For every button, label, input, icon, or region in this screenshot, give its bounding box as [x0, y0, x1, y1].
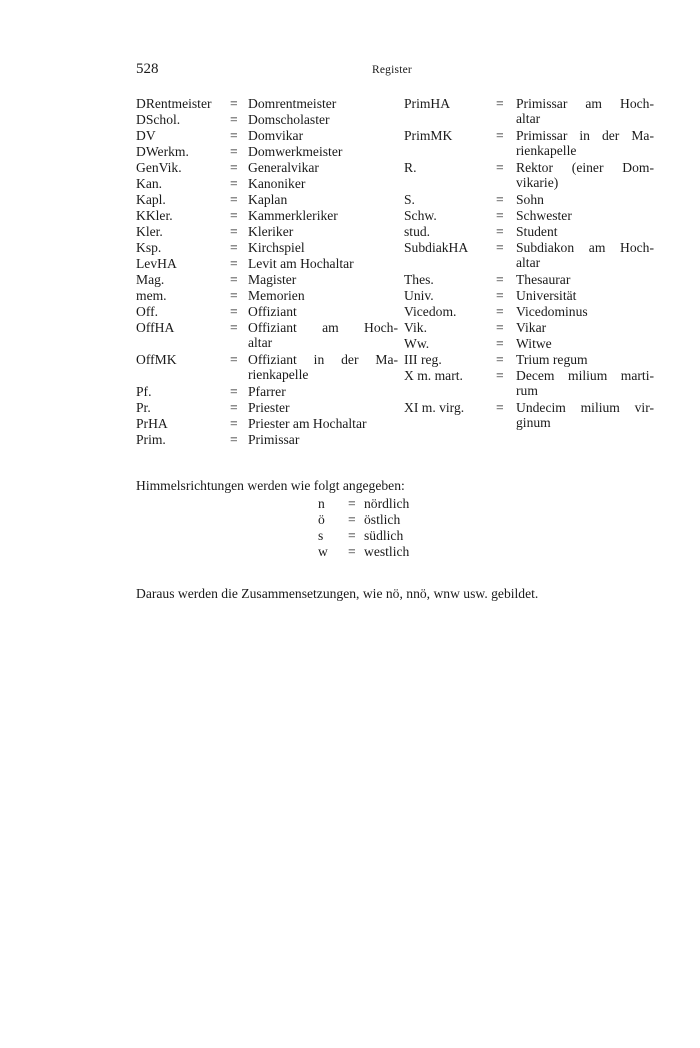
meaning-line: vikarie)	[516, 175, 559, 190]
equals-sign: =	[230, 304, 238, 319]
equals-sign: =	[230, 128, 238, 143]
equals-sign: =	[496, 192, 504, 207]
meaning-line: Witwe	[516, 336, 552, 351]
directions-list	[318, 496, 409, 560]
abbreviation-entry	[404, 240, 654, 270]
abbreviation-term: Ww.	[404, 336, 430, 351]
abbreviation-term: Univ.	[404, 288, 434, 303]
equals-sign: =	[230, 320, 238, 335]
meaning-line: Priester am Hochaltar	[248, 416, 367, 431]
abbreviation-list-right	[404, 96, 654, 456]
abbreviation-meaning	[516, 128, 654, 158]
abbreviation-entry	[404, 288, 654, 303]
abbreviation-entry	[404, 352, 654, 367]
abbreviation-term: DWerkm.	[136, 144, 189, 159]
abbreviation-term: X m. mart.	[404, 368, 463, 383]
meaning-line: altar	[516, 111, 541, 126]
abbreviation-term: Off.	[136, 304, 159, 319]
equals-sign: =	[230, 144, 238, 159]
abbreviation-meaning	[248, 128, 398, 143]
abbreviation-entry	[136, 128, 398, 143]
meaning-line: rienkapelle	[516, 143, 577, 158]
equals-sign: =	[230, 224, 238, 239]
abbreviation-entry	[404, 400, 654, 430]
abbreviation-entry	[404, 336, 654, 351]
direction-meaning: östlich	[364, 512, 401, 527]
abbreviation-entry	[136, 240, 398, 255]
abbreviation-term: mem.	[136, 288, 167, 303]
meaning-line: Magister	[248, 272, 297, 287]
meaning-line: Offiziant am Hoch-	[248, 320, 398, 335]
abbreviation-meaning	[248, 192, 398, 207]
meaning-line: Subdiakon am Hoch-	[516, 240, 654, 255]
meaning-line: Domwerkmeister	[248, 144, 343, 159]
abbreviation-entry	[404, 208, 654, 223]
abbreviation-term: PrimMK	[404, 128, 453, 143]
direction-entry	[318, 528, 409, 543]
abbreviation-meaning	[248, 256, 398, 271]
meaning-line: Kirchspiel	[248, 240, 305, 255]
equals-sign: =	[496, 336, 504, 351]
equals-sign: =	[496, 96, 504, 111]
abbreviation-meaning	[248, 352, 398, 382]
abbreviation-meaning	[248, 384, 398, 399]
equals-sign: =	[230, 272, 238, 287]
equals-sign: =	[230, 256, 238, 271]
abbreviation-meaning	[516, 240, 654, 270]
abbreviation-term: PrHA	[136, 416, 168, 431]
meaning-line: Kaplan	[248, 192, 288, 207]
abbreviation-term: stud.	[404, 224, 431, 239]
abbreviation-meaning	[516, 160, 654, 190]
abbreviation-entry	[136, 304, 398, 319]
meaning-line: Pfarrer	[248, 384, 286, 399]
equals-sign: =	[230, 112, 238, 127]
meaning-line: Domscholaster	[248, 112, 330, 127]
abbreviation-term: Pf.	[136, 384, 152, 399]
abbreviation-meaning	[248, 400, 398, 415]
abbreviation-term: Ksp.	[136, 240, 162, 255]
equals-sign: =	[230, 400, 238, 415]
abbreviation-entry	[404, 224, 654, 239]
equals-sign: =	[230, 96, 238, 111]
abbreviation-term: DV	[136, 128, 156, 143]
abbreviation-term: Kapl.	[136, 192, 166, 207]
equals-sign: =	[230, 176, 238, 191]
direction-entry	[318, 544, 409, 559]
abbreviation-entry	[136, 144, 398, 159]
meaning-line: Offiziant in der Ma-	[248, 352, 398, 367]
abbreviation-meaning	[248, 96, 398, 111]
abbreviation-term: Vicedom.	[404, 304, 457, 319]
abbreviation-entry	[136, 160, 398, 175]
directions-intro: Himmelsrichtungen werden wie folgt angegeben:	[136, 478, 405, 493]
abbreviation-entry	[136, 384, 398, 399]
abbreviation-meaning	[248, 176, 398, 191]
direction-abbreviation: n	[318, 496, 325, 511]
abbreviation-meaning	[516, 304, 654, 319]
closing-paragraph: Daraus werden die Zusammensetzungen, wie nö, nnö, wnw usw. gebildet.	[136, 586, 539, 601]
meaning-line: Trium regum	[516, 352, 588, 367]
direction-abbreviation: ö	[318, 512, 325, 527]
direction-abbreviation: s	[318, 528, 324, 543]
abbreviation-entry	[136, 256, 398, 271]
abbreviation-meaning	[248, 320, 398, 350]
abbreviation-entry	[404, 320, 654, 335]
abbreviation-term: Schw.	[404, 208, 437, 223]
direction-entry	[318, 496, 409, 511]
abbreviation-term: DRentmeister	[136, 96, 212, 111]
abbreviation-term: GenVik.	[136, 160, 182, 175]
abbreviation-term: R.	[404, 160, 417, 175]
equals-sign: =	[496, 224, 504, 239]
equals-sign: =	[230, 432, 238, 447]
abbreviation-meaning	[516, 320, 654, 335]
meaning-line: Student	[516, 224, 558, 239]
equals-sign: =	[230, 160, 238, 175]
meaning-line: Sohn	[516, 192, 544, 207]
abbreviation-meaning	[516, 208, 654, 223]
abbreviation-term: OffMK	[136, 352, 177, 367]
abbreviation-meaning	[516, 352, 654, 367]
abbreviation-entry	[404, 368, 654, 398]
abbreviation-meaning	[248, 432, 398, 447]
abbreviation-entry	[136, 208, 398, 223]
equals-sign: =	[230, 416, 238, 431]
meaning-line: rienkapelle	[248, 367, 309, 382]
abbreviation-term: Kler.	[136, 224, 163, 239]
abbreviation-meaning	[516, 400, 654, 430]
abbreviation-meaning	[516, 288, 654, 303]
abbreviation-term: Prim.	[136, 432, 166, 447]
abbreviation-term: Mag.	[136, 272, 165, 287]
abbreviation-term: LevHA	[136, 256, 177, 271]
abbreviation-entry	[136, 432, 398, 447]
equals-sign: =	[496, 240, 504, 255]
equals-sign: =	[230, 192, 238, 207]
equals-sign: =	[496, 288, 504, 303]
abbreviation-entry	[136, 192, 398, 207]
meaning-line: Primissar	[248, 432, 300, 447]
meaning-line: Vikar	[516, 320, 547, 335]
abbreviation-meaning	[248, 160, 398, 175]
meaning-line: Universität	[516, 288, 577, 303]
abbreviation-meaning	[248, 208, 398, 223]
meaning-line: Domvikar	[248, 128, 304, 143]
meaning-line: Vicedominus	[516, 304, 588, 319]
abbreviation-list-left	[136, 96, 398, 456]
meaning-line: Levit am Hochaltar	[248, 256, 354, 271]
abbreviation-entry	[136, 352, 398, 382]
abbreviation-meaning	[248, 144, 398, 159]
abbreviation-meaning	[516, 272, 654, 287]
running-head: Register	[372, 64, 412, 76]
equals-sign: =	[348, 512, 356, 527]
meaning-line: Rektor (einer Dom-	[516, 160, 654, 175]
abbreviation-entry	[136, 112, 398, 127]
meaning-line: Undecim milium vir-	[516, 400, 654, 415]
direction-entry	[318, 512, 409, 527]
abbreviation-entry	[404, 272, 654, 287]
direction-meaning: westlich	[364, 544, 410, 559]
direction-meaning: südlich	[364, 528, 404, 543]
abbreviation-meaning	[248, 288, 398, 303]
abbreviation-term: S.	[404, 192, 415, 207]
meaning-line: ginum	[516, 415, 551, 430]
abbreviation-entry	[136, 400, 398, 415]
abbreviation-meaning	[248, 416, 398, 431]
abbreviation-term: KKler.	[136, 208, 173, 223]
abbreviation-entry	[136, 96, 398, 111]
abbreviation-meaning	[516, 336, 654, 351]
direction-meaning: nördlich	[364, 496, 410, 511]
meaning-line: Domrentmeister	[248, 96, 337, 111]
abbreviation-entry	[404, 128, 654, 158]
equals-sign: =	[348, 544, 356, 559]
abbreviation-meaning	[248, 304, 398, 319]
equals-sign: =	[496, 128, 504, 143]
equals-sign: =	[496, 272, 504, 287]
meaning-line: Memorien	[248, 288, 305, 303]
equals-sign: =	[496, 160, 504, 175]
equals-sign: =	[348, 496, 356, 511]
meaning-line: Priester	[248, 400, 290, 415]
equals-sign: =	[496, 352, 504, 367]
abbreviation-meaning	[248, 240, 398, 255]
abbreviation-entry	[136, 224, 398, 239]
abbreviation-meaning	[248, 272, 398, 287]
abbreviation-meaning	[248, 112, 398, 127]
meaning-line: altar	[516, 255, 541, 270]
equals-sign: =	[230, 288, 238, 303]
meaning-line: Decem milium marti-	[516, 368, 654, 383]
abbreviation-term: XI m. virg.	[404, 400, 465, 415]
abbreviation-term: PrimHA	[404, 96, 451, 111]
equals-sign: =	[496, 208, 504, 223]
meaning-line: Primissar am Hoch-	[516, 96, 654, 111]
meaning-line: Kleriker	[248, 224, 294, 239]
direction-abbreviation: w	[318, 544, 328, 559]
abbreviation-term: Thes.	[404, 272, 434, 287]
equals-sign: =	[230, 208, 238, 223]
abbreviation-entry	[404, 160, 654, 190]
abbreviation-entry	[136, 288, 398, 303]
meaning-line: altar	[248, 335, 273, 350]
abbreviation-meaning	[516, 96, 654, 126]
abbreviation-term: Kan.	[136, 176, 163, 191]
abbreviation-entry	[136, 416, 398, 431]
meaning-line: Generalvikar	[248, 160, 319, 175]
meaning-line: rum	[516, 383, 538, 398]
equals-sign: =	[230, 352, 238, 367]
page-number: 528	[136, 61, 159, 77]
meaning-line: Kammerkleriker	[248, 208, 338, 223]
meaning-line: Offiziant	[248, 304, 297, 319]
abbreviation-meaning	[248, 224, 398, 239]
abbreviation-entry	[136, 272, 398, 287]
equals-sign: =	[496, 304, 504, 319]
abbreviation-meaning	[516, 368, 654, 398]
meaning-line: Thesaurar	[516, 272, 571, 287]
equals-sign: =	[348, 528, 356, 543]
meaning-line: Schwester	[516, 208, 572, 223]
meaning-line: Kanoniker	[248, 176, 306, 191]
equals-sign: =	[230, 240, 238, 255]
abbreviation-term: DSchol.	[136, 112, 181, 127]
abbreviation-term: OffHA	[136, 320, 175, 335]
abbreviation-term: Vik.	[404, 320, 427, 335]
abbreviation-term: Pr.	[136, 400, 151, 415]
abbreviation-entry	[404, 192, 654, 207]
abbreviation-entry	[136, 320, 398, 350]
equals-sign: =	[230, 384, 238, 399]
abbreviation-term: III reg.	[404, 352, 442, 367]
equals-sign: =	[496, 368, 504, 383]
equals-sign: =	[496, 320, 504, 335]
abbreviation-term: SubdiakHA	[404, 240, 469, 255]
meaning-line: Primissar in der Ma-	[516, 128, 654, 143]
abbreviation-meaning	[516, 224, 654, 239]
equals-sign: =	[496, 400, 504, 415]
abbreviation-entry	[136, 176, 398, 191]
abbreviation-meaning	[516, 192, 654, 207]
abbreviation-entry	[404, 304, 654, 319]
abbreviation-entry	[404, 96, 654, 126]
